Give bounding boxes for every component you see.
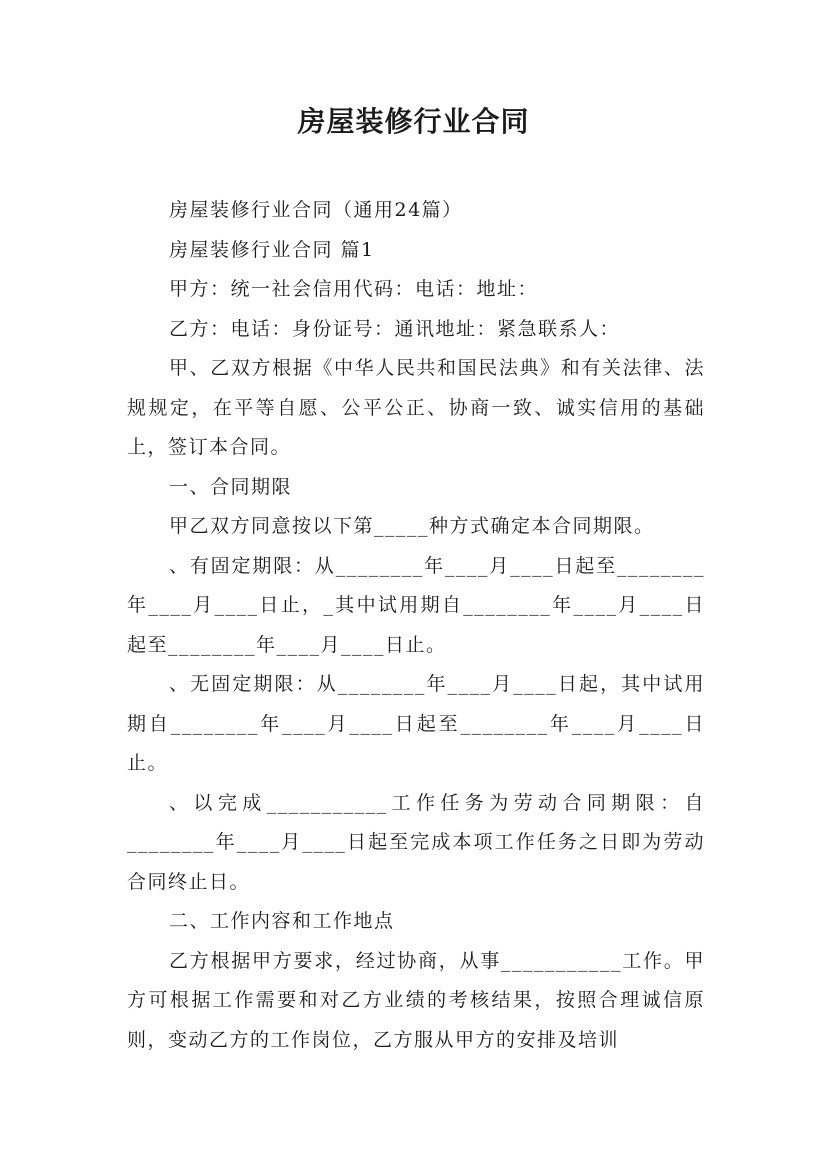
paragraph-fixed-term: 、有固定期限：从________年____月____日起至________年____月____日止，_其中试用期自________年____月____日起至________年____月____日止。	[127, 554, 705, 656]
paragraph-party-b: 乙方：电话：身份证号：通讯地址：紧急联系人：	[169, 317, 621, 340]
document-body	[127, 191, 705, 1060]
paragraph-work-content: 乙方根据甲方要求，经过协商，从事___________工作。甲方可根据工作需要和对乙方业绩的考核结果，按照合理诚信原则，变动乙方的工作岗位，乙方服从甲方的安排及培训	[127, 949, 705, 1051]
paragraph-section-heading: 房屋装修行业合同 篇1	[169, 238, 375, 261]
paragraph-term-choice: 甲乙双方同意按以下第_____种方式确定本合同期限。	[169, 515, 655, 537]
paragraph-subtitle: 房屋装修行业合同（通用24篇）	[169, 199, 463, 221]
paragraph-party-a: 甲方：统一社会信用代码：电话：地址：	[169, 278, 539, 300]
paragraph-task-term: 、以完成___________工作任务为劳动合同期限：自________年____月____日起至完成本项工作任务之日即为劳动合同终止日。	[127, 791, 705, 893]
paragraph-preamble: 甲、乙双方根据《中华人民共和国民法典》和有关法律、法规规定，在平等自愿、公平公正、协商一致、诚实信用的基础上，签订本合同。	[127, 357, 705, 458]
paragraph-heading-term: 一、合同期限	[169, 475, 293, 498]
paragraph-heading-work: 二、工作内容和工作地点	[169, 910, 395, 932]
document-title: 房屋装修行业合同	[297, 105, 530, 138]
paragraph-open-term: 、无固定期限：从________年____月____日起，其中试用期自________年____月____日起至________年____月____日止。	[127, 673, 705, 774]
